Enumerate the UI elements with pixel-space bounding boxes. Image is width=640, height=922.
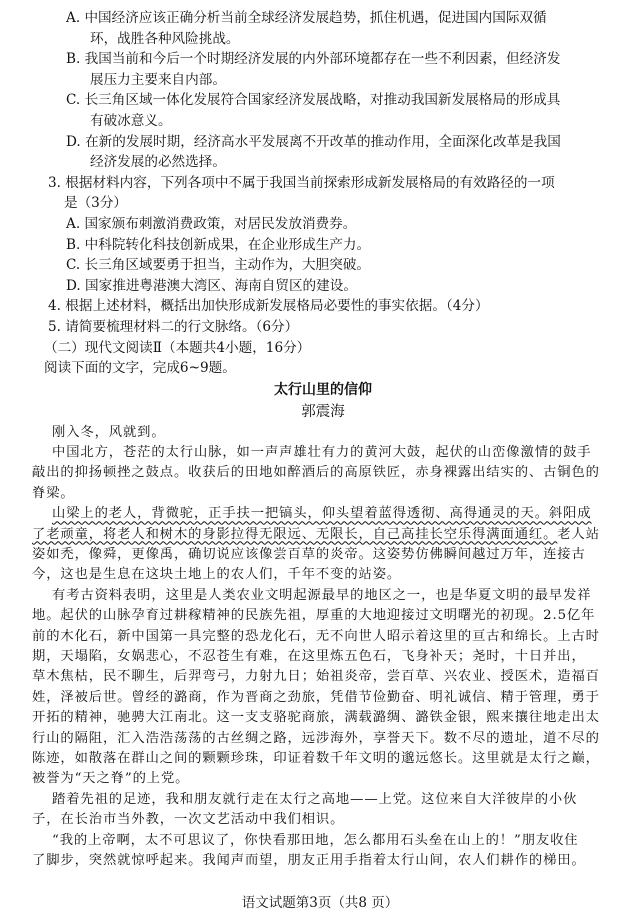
paragraph-2-line-3: 脊梁。 bbox=[32, 485, 75, 501]
paragraph-4-line-6: 姓，泽被后世。曾经的潞商，作为晋商之劲旅，凭借节俭勤奋、明礼诚信、精于管理，勇于 bbox=[32, 689, 600, 705]
paragraph-4-line-4: 期，天塌陷，女娲悲心，不忍苍生有难，在这里炼五色石，飞身补天；尧时，十日并出， bbox=[32, 648, 586, 664]
paragraph-3-line-3: 姿如禿，像舜，更像禹，确切说应该像尝百草的炎帝。这姿势仿佛瞬间越过万年，连接古 bbox=[32, 547, 586, 563]
wavy-underlined-text: 了老顽童，将老人和树木的身影拉得无限远、无限长，自己高挂长空乐得满面通红。 bbox=[32, 526, 558, 542]
question-3-option-c: C. 长三角区域要勇于担当，主动作为，大胆突破。 bbox=[66, 257, 371, 274]
option-d-line-1: D. 在新的发展时期，经济高水平发展离不开改革的推动作用，全面深化改革是我国 bbox=[66, 133, 561, 150]
wavy-underlined-text: 山梁上的老人，背微驼，正手扶一把镐头，仰头望着蓝得透彻、高得通灵的天。斜阳成 bbox=[52, 506, 592, 522]
paragraph-4-line-7: 开拓的精神，驰骋大江南北。这一支支骆驼商旅，满载潞绸、潞铁金银，熙来攘往地走出太 bbox=[32, 710, 600, 726]
option-a-line-1: A. 中国经济应该正确分析当前全球经济发展趋势，抓住机遇，促进国内国际双循 bbox=[66, 10, 547, 26]
option-b-line-2: 展压力主要来自内部。 bbox=[90, 71, 226, 88]
reading-instruction: 阅读下面的文字，完成6~9题。 bbox=[44, 360, 236, 377]
paragraph-5-line-1: 踏着先祖的足迹，我和朋友就行走在太行之高地——上党。这位来自大洋彼岸的小伙 bbox=[52, 791, 578, 807]
article-title: 太行山里的信仰 bbox=[274, 381, 372, 398]
option-a-line-2: 环，战胜各种风险挑战。 bbox=[90, 30, 240, 47]
paragraph-2-line-1: 中国北方，苍茫的太行山脉，如一声声雄壮有力的黄河大鼓，起伏的山峦像激情的鼓手 bbox=[52, 445, 592, 461]
paragraph-4-line-2: 地。起伏的山脉孕育过耕稼精神的民族先祖，厚重的大地迎接过文明曙光的初现。2.5亿年 bbox=[32, 608, 596, 624]
paragraph-4-line-9: 陈迹，如散落在群山之间的颗颗珍珠，印证着数千年文明的邈远悠长。这里就是太行之巅， bbox=[32, 750, 600, 766]
paragraph-4-line-10: 被誉为“天之脊”的上党。 bbox=[32, 771, 190, 787]
option-d-line-2: 经济发展的必然选择。 bbox=[90, 154, 226, 171]
paragraph-6-line-1: “我的上帝啊，太不可思议了，你快看那田地，怎么都用石头垒在山上的！”朋友收住 bbox=[52, 832, 579, 848]
question-3-line-2: 是（3分） bbox=[64, 195, 128, 212]
paragraph-4-line-8: 行山的隔阻，汇入浩浩荡荡的古丝绸之路，远涉海外，享誉天下。数不尽的遗址，道不尽的 bbox=[32, 730, 600, 746]
paragraph-3-line-1 bbox=[32, 504, 614, 524]
question-5: 5. 请简要梳理材料二的行文脉络。（6分） bbox=[48, 318, 299, 335]
paragraph-3-line-4: 今，这也是生息在这块土地上的农人们，千年不变的站姿。 bbox=[32, 567, 402, 583]
section-heading: （二）现代文阅读Ⅱ（本题共4小题，16分） bbox=[44, 339, 311, 356]
question-3-option-a: A. 国家颁布刺激消费政策，对居民发放消费券。 bbox=[66, 215, 357, 232]
paragraph-2-line-2: 敲出的抑扬顿挫之鼓点。收获后的田地如醉酒后的高原铁匠，赤身裸露出结实的、古铜色的 bbox=[32, 465, 600, 481]
question-3-option-b: B. 中科院转化科技创新成果，在企业形成生产力。 bbox=[66, 236, 371, 253]
paragraph-4-line-1: 有考古资料表明，这里是人类农业文明起源最早的地区之一，也是华夏文明的最早发祥 bbox=[52, 587, 592, 603]
paragraph-4-line-5: 草木焦枯，民不聊生，后羿弯弓，力射九日；始祖炎帝，尝百草、兴农业、授医术，造福百 bbox=[32, 669, 600, 685]
paragraph-4-line-3: 前的木化石，新中国第一具完整的恐龙化石，无不向世人昭示着这里的亘古和绵长。上古时 bbox=[32, 628, 600, 644]
question-3-line-1: 3. 根据材料内容，下列各项中不属于我国当前探索形成新发展格局的有效路径的一项 bbox=[48, 174, 555, 191]
page-footer: 语文试题第3页（共8 页） bbox=[241, 895, 399, 911]
paragraph-3-line-2: 了老顽童，将老人和树木的身影拉得无限远、无限长，自己高挂长空乐得满面通红。老人站 bbox=[32, 526, 600, 542]
paragraph-6-line-2: 了脚步，突然就惊呼起来。我闻声而望，朋友正用手指着太行山间，农人们耕作的梯田。 bbox=[32, 852, 586, 868]
question-3-option-d: D. 国家推进粤港澳大湾区、海南自贸区的建设。 bbox=[66, 277, 357, 294]
option-c-line-2: 有破冰意义。 bbox=[90, 112, 172, 129]
option-c-line-1: C. 长三角区域一体化发展符合国家经济发展战略，对推动我国新发展格局的形成具 bbox=[66, 92, 561, 109]
option-b-line-1: B. 我国当前和今后一个时期经济发展的内外部环境都存在一些不利因素，但经济发 bbox=[66, 51, 561, 68]
question-4: 4. 根据上述材料，概括出加快形成新发展格局必要性的事实依据。（4分） bbox=[48, 298, 489, 315]
article-author: 郭震海 bbox=[301, 403, 345, 420]
paragraph-5-line-2: 子，在长治市当外教，一次文艺活动中我们相识。 bbox=[32, 812, 345, 828]
paragraph-1-line-1: 刚入冬，风就到。 bbox=[52, 424, 166, 440]
